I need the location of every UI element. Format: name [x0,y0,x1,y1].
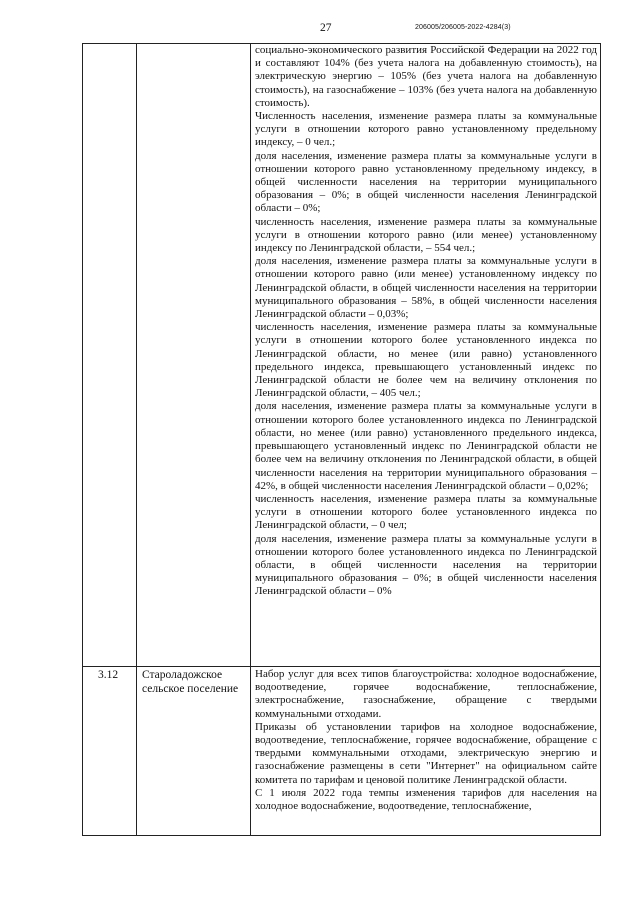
paragraph: Численность населения, изменение размера платы за коммунальные услуги в отношении которого равно установленному предельному индексу, – 0 чел.; [255,110,597,149]
paragraph: численность населения, изменение размера платы за коммунальные услуги в отношении которого равно (или менее) установленному индексу по Ленинградской области, – 554 чел.; [255,215,597,255]
description-cell [251,44,601,667]
row-number-cell [83,44,137,667]
paragraph: С 1 июля 2022 года темпы изменения тарифов для населения на холодное водоснабжение, водоотведение, теплоснабжение, [255,786,597,813]
description-text [251,44,600,666]
document-code: 206005/206005-2022-4284(3) [415,24,511,31]
settlement-name [137,44,250,45]
content-table [82,43,601,836]
settlement-name-cell [137,667,251,836]
paragraph: социально-экономического развития Российской Федерации на 2022 год и составляют 104% (без учета налога на добавленную стоимость), на электрическую энергию – 105% (без учета налога на добавленную стоимость), на газоснабжение – 103% (без учета налога на добавленную стоимость). [255,44,597,109]
table-row [83,667,601,836]
paragraph: доля населения, изменение размера платы за коммунальные услуги в отношении которого более установленного индекса по Ленинградской области, в общей численности населения на территории муниципального образования – 0%; в общей численности населения Ленинградской области – 0% [255,532,597,598]
paragraph: доля населения, изменение размера платы за коммунальные услуги в отношении которого равно (или менее) установленному индексу по Ленинградской области, в общей численности населения на территории муниципального образования – 58%, в общей численности населения Ленинградской области – 0,03%; [255,255,597,321]
row-number-cell [83,667,137,836]
paragraph: численность населения, изменение размера платы за коммунальные услуги в отношении которого более установленного индекса по Ленинградской области, – 0 чел; [255,492,597,532]
description-cell [251,667,601,836]
paragraph: доля населения, изменение размера платы за коммунальные услуги в отношении которого более установленного индекса по Ленинградской области, но менее (или равно) установленного предельного индекса, превышающего установленный индекс по Ленинградской области не более чем на величину отклонения по Ленинградской области, в общей численности населения на территории муниципального образования – 42%, в общей численности населения Ленинградской области – 0,02%; [255,400,597,492]
paragraph: доля населения, изменение размера платы за коммунальные услуги в отношении которого равно установленному предельному индексу, в общей численности населения на территории муниципального образования – 0%; в общей численности населения Ленинградской области – 0%; [255,149,597,215]
paragraph: численность населения, изменение размера платы за коммунальные услуги в отношении которого более установленного индекса по Ленинградской области, но менее (или равно) установленного предельного индекса, превышающего установленный индекс по Ленинградской области не более чем на величину отклонения по Ленинградской области, – 405 чел.; [255,321,597,400]
description-text [251,667,600,835]
row-number: 3.12 [98,669,119,681]
page-number: 27 [320,22,332,34]
paragraph: Набор услуг для всех типов благоустройства: холодное водоснабжение, водоотведение, горячее водоснабжение, теплоснабжение, электроснабжение, газоснабжение, обращение с твердыми коммунальными отходами. [255,668,597,720]
table-row [83,44,601,667]
paragraph: Приказы об установлении тарифов на холодное водоснабжение, водоотведение, теплоснабжение, горячее водоснабжение, обращение с твердыми коммунальными отходами, электрическую энергию и газоснабжение размещены в сети "Интернет" на официальном сайте комитета по тарифам и ценовой политике Ленинградской области. [255,720,597,786]
settlement-name: Староладожское сельское поселение [142,669,239,696]
row-number [83,44,136,45]
settlement-name-cell [137,44,251,667]
